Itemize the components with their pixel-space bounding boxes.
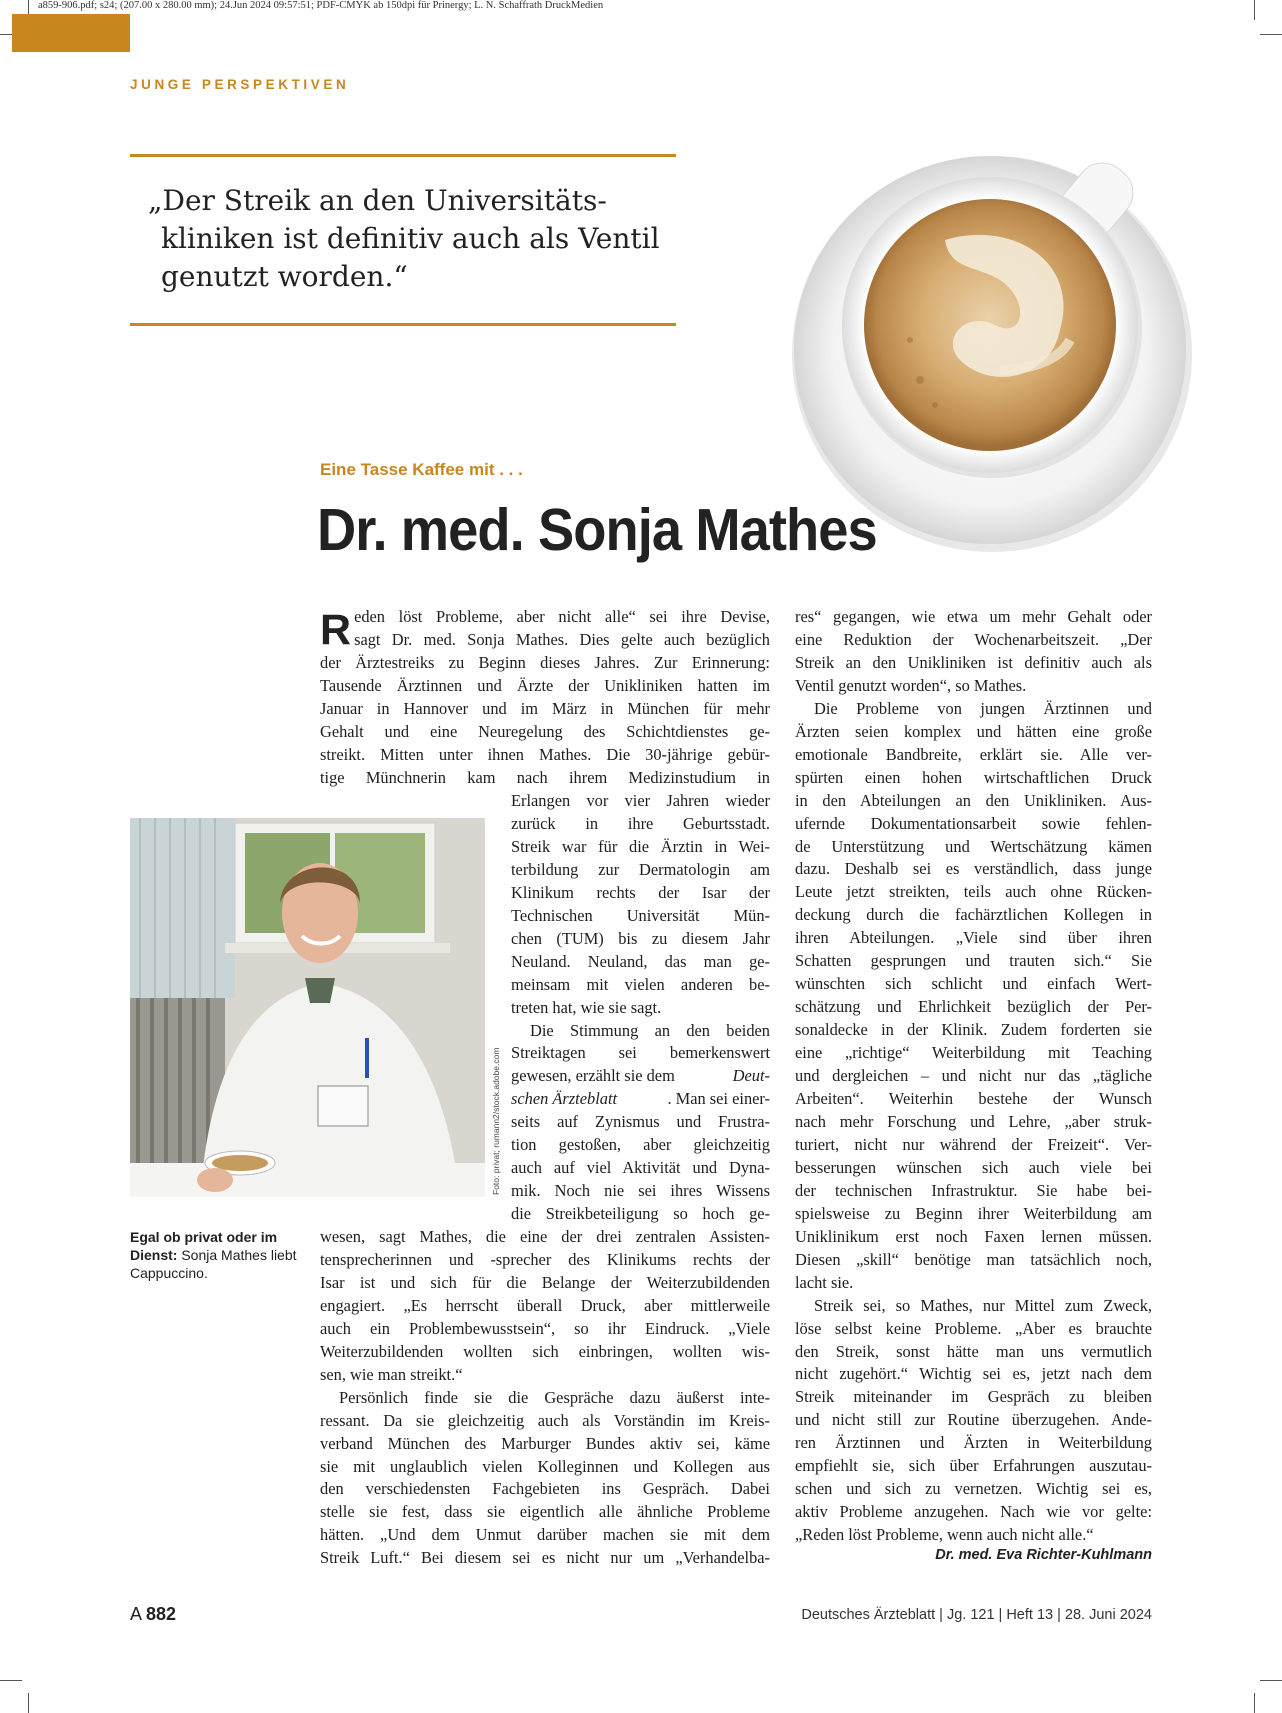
text-line: emotionale Bandbreite, erklärt sie. Alle ver- [795,744,1152,764]
text-line: zurück in ihre Geburtsstadt. [511,813,770,833]
section-color-tab [12,14,130,52]
text-line: ihren Abteilungen. „Viele sind über ihren [795,928,1152,948]
page-number [130,1604,176,1625]
text-line: der technischen Infrastruktur. Sie habe bei- [795,1180,1152,1200]
text-line: sagt Dr. med. Sonja Mathes. Dies gelte auch bezüglich [354,629,770,649]
text-line: spürten einen hohen wirtschaftlichen Druck [795,767,1152,787]
pull-quote-line: genutzt worden.“ [161,260,408,293]
text-line: Persönlich finde sie die Gespräche dazu äußerst inte- [339,1387,770,1407]
text-line: schätzung und Ehrlichkeit bezüglich der Per- [795,997,1152,1017]
text-line: lacht sie. [795,1272,854,1292]
text-line: in den Abteilungen an den Unikliniken. Aus- [795,790,1152,810]
caption-lead: Egal ob privat oder im Dienst: [130,1229,278,1263]
text-line: eine Reduktion der Wochenarbeitszeit. „Der [795,629,1152,649]
text-line: Ärzten seien komplex und hätten eine große [795,721,1152,741]
text-line: auch ein Problembewusstsein“, so ihr Eindruck. „Viele [320,1318,770,1338]
article-column-1-top [320,606,770,790]
text-line: chen (TUM) bis zu diesem Jahr [511,928,770,948]
text-line: deckung durch die fachärztlichen Kollegen in [795,905,1152,925]
text-line: nicht zugehört.“ Wichtig sei es, jetzt nach dem [795,1364,1152,1384]
text-line [511,1065,770,1088]
text-line: Arbeiten“. Weiterhin bestehe der Wunsch [795,1089,1152,1109]
print-info: a859-906.pdf; s24; (207.00 x 280.00 mm); 24.Jun 2024 09:57:51; PDF-CMYK ab 150dpi für Prinergy; L. N. Schaffrath DruckMedien [38,0,604,11]
text-line: besserungen wünschen sich auch viele bei [795,1157,1152,1177]
text-line: ren Ärztinnen und Ärzten in Weiterbildung [795,1433,1152,1453]
text-line: empfiehlt sie, sich über Erfahrungen auszutau- [795,1456,1152,1476]
text-line: Uniklinikum erst noch Faxen lernen müssen. [795,1226,1152,1246]
text-line: löse selbst keine Probleme. „Aber es brauchte [795,1318,1152,1338]
text-line: Diesen „skill“ benötige man tatsächlich noch, [795,1249,1152,1269]
text-line: Die Stimmung an den beiden [530,1020,770,1040]
crop-mark [28,1693,29,1713]
text-line: Neuland. Neuland, das man ge- [511,951,770,971]
text-line: eine „richtige“ Weiterbildung mit Teaching [795,1043,1152,1063]
text-line: Technischen Universität Mün- [511,905,770,925]
text-line: de Unterstützung und Wertschätzung kämen [795,836,1152,856]
text-line: Weiterzubildenden wollten sich einbringen, wollten wis- [320,1341,770,1361]
crop-mark [0,1680,22,1681]
text-line: tion gestoßen, aber gleichzeitig [511,1135,770,1155]
pull-quote-line: „Der Streik an den Universitäts- [148,184,607,217]
text-line: den Streik, sonst hätte man uns vermutlich [795,1341,1152,1361]
text-line: Streik sei, so Mathes, nur Mittel zum Zweck, [814,1295,1152,1315]
text-line: sonaldecke in der Klinik. Zudem forderten sie [795,1020,1152,1040]
text-line: den verschiedensten Fachgebieten ins Gespräch. Dabei [320,1479,770,1499]
text-fragment: . Man sei einer- [667,1089,770,1109]
text-line: schen und sich zu vernetzen. Wichtig sei es, [795,1479,1152,1499]
text-line: die Streikbeteiligung so hoch ge- [511,1204,770,1224]
text-line: Isar ist und sich für die Belange der Weiterzubildenden [320,1272,770,1292]
text-line: tensprecherinnen und -sprecher des Klinikums rechts der [320,1249,770,1269]
pull-quote [148,182,668,296]
crop-mark [1260,1680,1282,1681]
text-line: Schatten gesprungen und trauten sich.“ Sie [795,951,1152,971]
photo-caption [130,1228,305,1282]
section-label: JUNGE PERSPEKTIVEN [130,77,350,92]
text-line: Leute jetzt streikten, teils auch ohne Rücken- [795,882,1152,902]
text-line: seits auf Zynismus und Frustra- [511,1112,770,1132]
portrait-photo [130,818,485,1197]
quote-top-rule [130,154,676,157]
text-line: wesen, sagt Mathes, die eine der drei zentralen Assisten- [320,1227,770,1246]
crop-mark [1260,34,1282,35]
text-line: Erlangen vor vier Jahren wieder [511,791,770,810]
crop-mark [1254,0,1255,20]
text-line: Streik Luft.“ Bei diesem sei es nicht nur um „Verhandelba- [320,1548,770,1568]
text-line: dazu. Deshalb sei es verständlich, dass junge [795,859,1152,879]
quote-bottom-rule [130,323,676,326]
crop-mark [1254,1693,1255,1713]
page-number-value: 882 [146,1604,177,1624]
text-line: Streik war für die Ärztin in Wei- [511,836,770,856]
article-author: Dr. med. Eva Richter-Kuhlmann [935,1547,1152,1563]
pull-quote-line: kliniken ist definitiv auch als Ventil [161,222,660,255]
article-column-1-narrow [511,790,770,1226]
text-line: „Reden löst Probleme, wenn auch nicht alle.“ [795,1525,1094,1545]
text-line: hätten. „Und dem Unmut darüber machen sie mit dem [320,1525,770,1545]
text-line: nach mehr Forschung und Lehre, „aber struk- [795,1111,1152,1131]
drop-cap: R [320,606,352,654]
text-line: der Ärztestreiks zu Beginn dieses Jahres. Zur Erinnerung: [320,652,770,672]
caption-text: Sonja Mathes liebt Cappuccino. [130,1247,297,1281]
subheading: Eine Tasse Kaffee mit . . . [320,460,523,479]
text-line: Ventil genutzt worden“, so Mathes. [795,675,1027,695]
text-line: ressant. Da sie gleichzeitig auch als Vorständin im Kreis- [320,1410,770,1430]
article-column-2 [795,606,1152,1547]
text-line: mik. Noch nie sei ihres Wissens [511,1181,770,1201]
text-line: Streiktagen sei bemerkenswert [511,1043,770,1063]
photo-credit: Foto: privat; rumann2/stock.adobe.com [491,1047,501,1195]
text-line: Streik miteinander im Gespräch zu bleiben [795,1387,1152,1407]
text-line: engagiert. „Es herrscht überall Druck, aber mittlerweile [320,1295,770,1315]
article-column-1-bottom [320,1226,770,1570]
text-line: spielsweise zu Beginn ihrer Weiterbildung am [795,1203,1152,1223]
text-line: Klinikum rechts der Isar der [511,882,770,902]
text-line: res“ gegangen, wie etwa um mehr Gehalt oder [795,607,1152,626]
article-title: Dr. med. Sonja Mathes [317,497,877,563]
text-line: und dergleichen – und nicht nur das „tägliche [795,1066,1152,1086]
text-line: Januar in Hannover und im März in München für mehr [320,698,770,718]
text-line: auch auf viel Aktivität und Dyna- [511,1158,770,1178]
text-line: Tausende Ärztinnen und Ärzte der Unikliniken hatten im [320,675,770,695]
text-line: streikt. Mitten unter ihnen Mathes. Die 30-jährige gebür- [320,744,770,764]
text-line: sie mit unglaublich vielen Kolleginnen und Kollegen aus [320,1456,770,1476]
journal-footer: Deutsches Ärzteblatt | Jg. 121 | Heft 13 | 28. Juni 2024 [801,1607,1152,1623]
page-prefix: A [130,1604,147,1624]
text-line: Die Probleme von jungen Ärztinnen und [814,698,1152,718]
text-line: wünschten sich schlicht und einfach Wert- [795,974,1152,994]
journal-name-italic: Deut- [732,1066,770,1086]
text-line: Streik an den Unikliniken ist definitiv auch als [795,652,1152,672]
text-line: ufernde Dokumentationsarbeit sowie fehlen- [795,813,1152,833]
text-line: terbildung zur Dermatologin am [511,859,770,879]
journal-name-italic: schen Ärzteblatt [511,1089,618,1109]
text-line: eden löst Probleme, aber nicht alle“ sei ihre Devise, [354,607,770,626]
text-line: Gehalt und eine Neuregelung des Schichtdienstes ge- [320,721,770,741]
text-line: verband München des Marburger Bundes aktiv sei, käme [320,1433,770,1453]
text-line: treten hat, wie sie sagt. [511,997,662,1017]
text-line: meinsam mit vielen anderen be- [511,974,770,994]
text-line [511,1088,770,1111]
text-line: turiert, nicht nur während der Freizeit“. Ver- [795,1134,1152,1154]
text-line: stelle sie fest, dass sie eigentlich alle ähnliche Probleme [320,1502,770,1522]
text-line: sen, wie man streikt.“ [320,1364,463,1384]
text-fragment: gewesen, erzählt sie dem [511,1066,675,1086]
text-line: tige Münchnerin kam nach ihrem Medizinstudium in [320,767,770,787]
text-line: aktiv Probleme anzugehen. Nach wie vor gelte: [795,1502,1152,1522]
text-line: und nicht still zur Routine überzugehen. Ande- [795,1410,1152,1430]
